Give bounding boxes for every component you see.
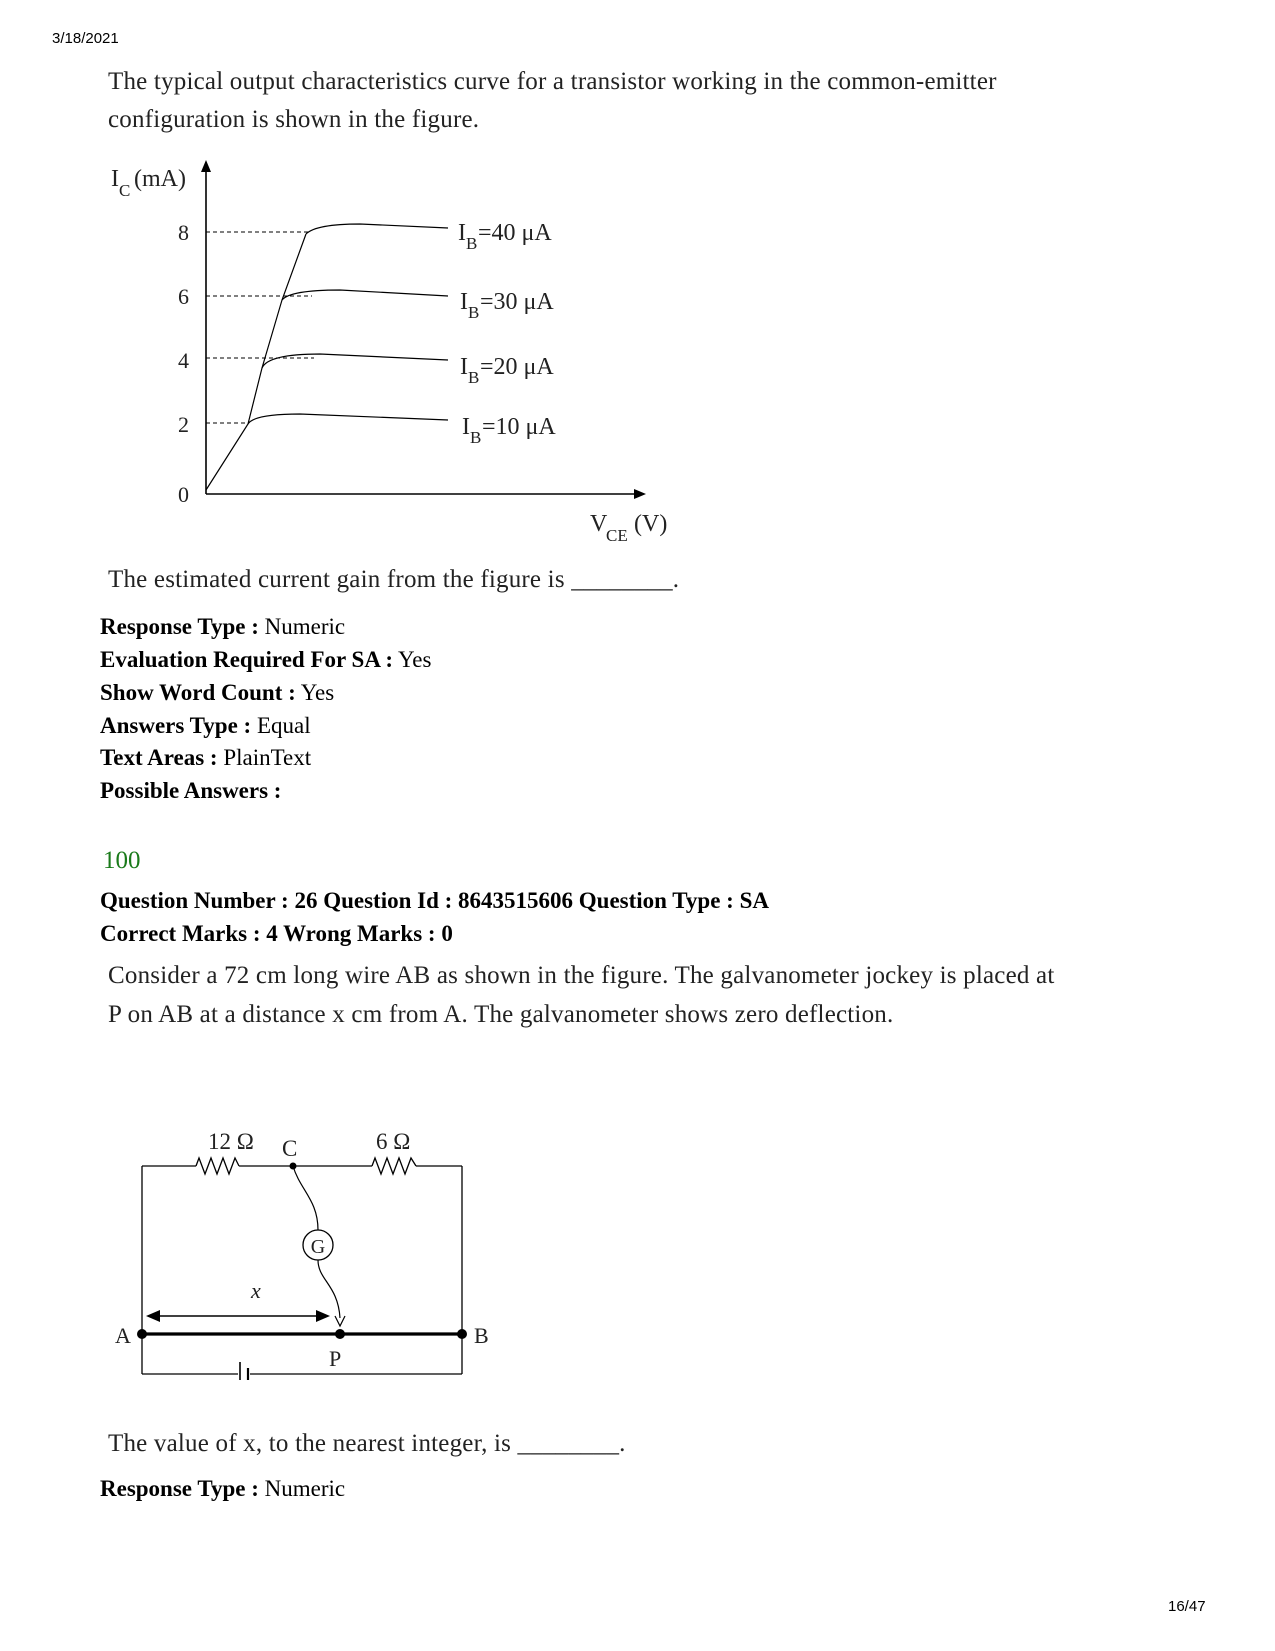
svg-text:=40 μA: =40 μA <box>478 220 552 246</box>
intro-line-1: The typical output characteristics curve for a transistor working in the common-emitter <box>108 68 997 95</box>
transistor-characteristics-figure <box>0 150 720 560</box>
meta-show-word-count: Show Word Count : Yes <box>100 680 335 705</box>
question-26-header-line-1: Question Number : 26 Question Id : 8643515606 Question Type : SA <box>100 888 769 913</box>
curve-ib-40 <box>306 224 448 234</box>
label-b: B <box>474 1323 489 1348</box>
meta-evaluation-required: Evaluation Required For SA : Yes <box>100 647 432 672</box>
curve-ib-20 <box>262 354 448 368</box>
curve-label-30 <box>460 289 554 322</box>
svg-text:B: B <box>468 303 480 322</box>
intro-line-2: configuration is shown in the figure. <box>108 106 480 133</box>
question-26-header-line-2: Correct Marks : 4 Wrong Marks : 0 <box>100 921 453 946</box>
svg-text:=10 μA: =10 μA <box>482 414 556 440</box>
svg-text:I: I <box>462 414 470 440</box>
curve-ib-30 <box>282 290 448 300</box>
svg-text:B: B <box>470 428 482 447</box>
y-tick-2: 2 <box>178 412 189 437</box>
question-26-text-line-1: Consider a 72 cm long wire AB as shown in the figure. The galvanometer jockey is placed at <box>108 962 1055 989</box>
curve-ib-10 <box>248 414 448 424</box>
curve-label-10 <box>462 414 556 447</box>
xlabel-main: V <box>590 511 608 537</box>
jockey-wire <box>318 1260 340 1318</box>
x-axis-arrow <box>634 489 646 499</box>
svg-text:I: I <box>460 289 468 315</box>
y-tick-0: 0 <box>178 482 189 507</box>
question-26-prompt: The value of x, to the nearest integer, is ________. <box>108 1430 626 1457</box>
meta-possible-answers: Possible Answers : <box>100 778 282 803</box>
galvanometer-label: G <box>310 1236 326 1258</box>
resistor-12-ohm <box>196 1158 239 1174</box>
svg-text:=30 μA: =30 μA <box>480 289 554 315</box>
y-tick-8: 8 <box>178 220 189 245</box>
y-tick-4: 4 <box>178 348 189 373</box>
possible-answer-value: 100 <box>103 847 141 874</box>
node-b <box>457 1329 467 1339</box>
label-12-ohm: 12 Ω <box>208 1129 254 1154</box>
page-date: 3/18/2021 <box>52 30 119 47</box>
ylabel-main: I <box>111 166 119 192</box>
question-26-text-line-2: P on AB at a distance x cm from A. The galvanometer shows zero deflection. <box>108 1001 894 1028</box>
xlabel-unit: (V) <box>634 511 668 537</box>
meta-response-type-26: Response Type : Numeric <box>100 1476 346 1501</box>
circuit-figure <box>0 1090 520 1380</box>
curve-label-40 <box>458 220 552 253</box>
label-6-ohm: 6 Ω <box>376 1129 411 1154</box>
saturation-line <box>206 234 306 490</box>
label-c: C <box>282 1136 298 1161</box>
page-number: 16/47 <box>1168 1598 1206 1615</box>
label-a: A <box>115 1323 131 1348</box>
label-x: x <box>251 1278 261 1303</box>
curve-label-20 <box>460 354 554 387</box>
meta-response-type: Response Type : Numeric <box>100 614 346 639</box>
resistor-6-ohm <box>372 1158 416 1174</box>
y-axis-arrow <box>201 160 211 172</box>
svg-text:I: I <box>458 220 466 246</box>
node-p <box>335 1329 345 1339</box>
svg-text:B: B <box>466 234 478 253</box>
svg-text:I: I <box>460 354 468 380</box>
node-a <box>137 1329 147 1339</box>
y-tick-6: 6 <box>178 284 189 309</box>
label-p: P <box>329 1346 342 1371</box>
ylabel-sub: C <box>119 181 131 200</box>
meta-answers-type: Answers Type : Equal <box>100 713 311 738</box>
ylabel-unit: (mA) <box>134 166 186 192</box>
svg-text:=20 μA: =20 μA <box>480 354 554 380</box>
question-25-prompt: The estimated current gain from the figure is ________. <box>108 566 680 593</box>
xlabel-sub: CE <box>606 526 628 545</box>
meta-text-areas: Text Areas : PlainText <box>100 745 312 770</box>
svg-text:B: B <box>468 368 480 387</box>
